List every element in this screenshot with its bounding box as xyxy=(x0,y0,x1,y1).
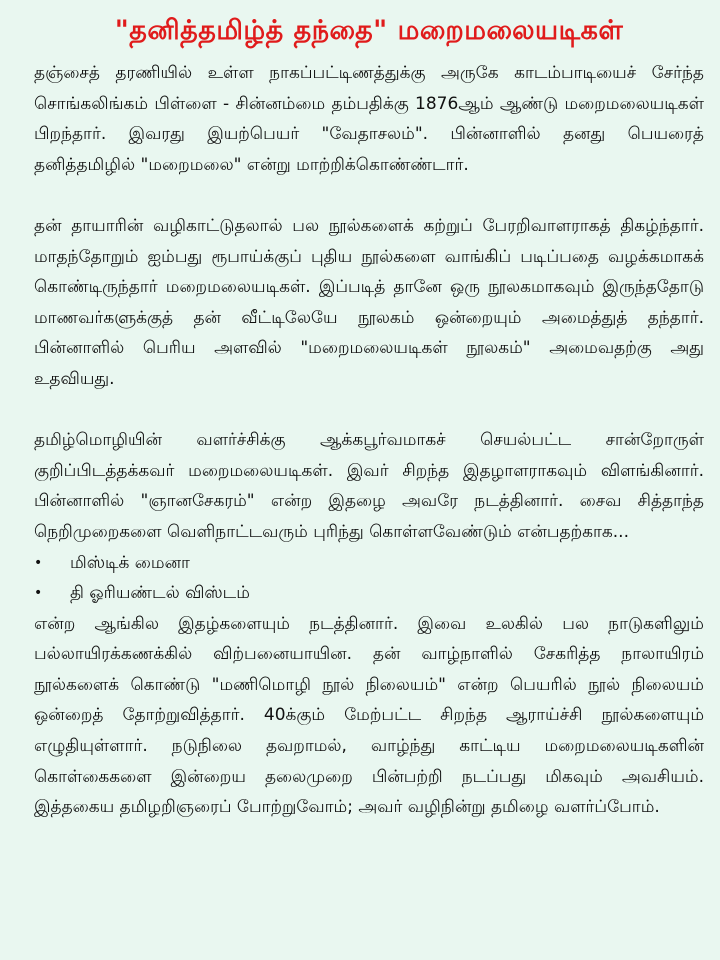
bullet-icon: • xyxy=(34,554,43,571)
list-item xyxy=(34,578,704,609)
page-title: "தனித்தமிழ்த் தந்தை" மறைமலையடிகள் xyxy=(114,15,624,46)
list-item xyxy=(34,548,704,579)
paragraph-journalism: தமிழ்மொழியின் வளர்ச்சிக்கு ஆக்கபூர்வமாகச் செயல்பட்ட சான்றோருள் குறிப்பிடத்தக்கவர் மறைமலையடிகள். இவர் சிறந்த இதழாளராகவும் விளங்கினார். பின்னாளில் "ஞானசேகரம்" என்ற இதழை அவரே நடத்தினார். சைவ சித்தாந்த நெறிமுறைகளை வெளிநாட்டவரும் புரிந்து கொள்ளவேண்டும் என்பதற்காக... xyxy=(34,430,704,542)
paragraph-library: தன் தாயாரின் வழிகாட்டுதலால் பல நூல்களைக் கற்றுப் பேரறிவாளராகத் திகழ்ந்தார். மாதந்தோறும் ஐம்பது ரூபாய்க்குப் புதிய நூல்களை வாங்கிப் படிப்பதை வழக்கமாகக் கொண்டிருந்தார் மறைமலையடிகள். இப்படித் தானே ஒரு நூலகமாகவும் இருந்ததோடு மாணவர்களுக்குத் தன் வீட்டிலேயே நூலகம் ஒன்றையும் அமைத்துத் தந்தார். பின்னாளில் பெரிய அளவில் "மறைமலையடிகள் நூலகம்" அமைவதற்கு அது உதவியது. xyxy=(34,215,704,389)
paragraph-birth: தஞ்சைத் தரணியில் உள்ள நாகப்பட்டிணத்துக்கு அருகே காடம்பாடியைச் சேர்ந்த சொங்கலிங்கம் பிள்ளை - சின்னம்மை தம்பதிக்கு 1876ஆம் ஆண்டு மறைமலையடிகள் பிறந்தார். இவரது இயற்பெயர் "வேதாசலம்". பின்னாளில் தனது பெயரைத் தனித்தமிழில் "மறைமலை" என்று மாற்றிக்கொண்ண்டார். xyxy=(34,63,704,175)
paragraph-legacy: என்ற ஆங்கில இதழ்களையும் நடத்தினார். இவை உலகில் பல நாடுகளிலும் பல்லாயிரக்கணக்கில் விற்பனையாயின. தன் வாழ்நாளில் சேகரித்த நாலாயிரம் நூல்களைக் கொண்டு "மணிமொழி நூல் நிலையம்" என்ற பெயரில் நூல் நிலையம் ஒன்றைத் தோற்றுவித்தார். 40க்கும் மேற்பட்ட சிறந்த ஆராய்ச்சி நூல்களையும் எழுதியுள்ளார். நடுநிலை தவறாமல், வாழ்ந்து காட்டிய மறைமலையடிகளின் கொள்கைகளை இன்றைய தலைமுறை பின்பற்றி நடப்பது மிகவும் அவசியம். இத்தகைய தமிழறிஞரைப் போற்றுவோம்; அவர் வழிநின்று தமிழை வளர்ப்போம். xyxy=(34,613,704,818)
bullet-icon: • xyxy=(34,585,43,602)
paragraph-spacer xyxy=(34,395,704,426)
journal-list xyxy=(34,548,704,609)
paragraph-spacer xyxy=(34,180,704,211)
list-item-label: மிஸ்டிக் மைனா xyxy=(70,552,190,573)
list-item-label: தி ஓரியண்டல் விஸ்டம் xyxy=(70,583,250,604)
